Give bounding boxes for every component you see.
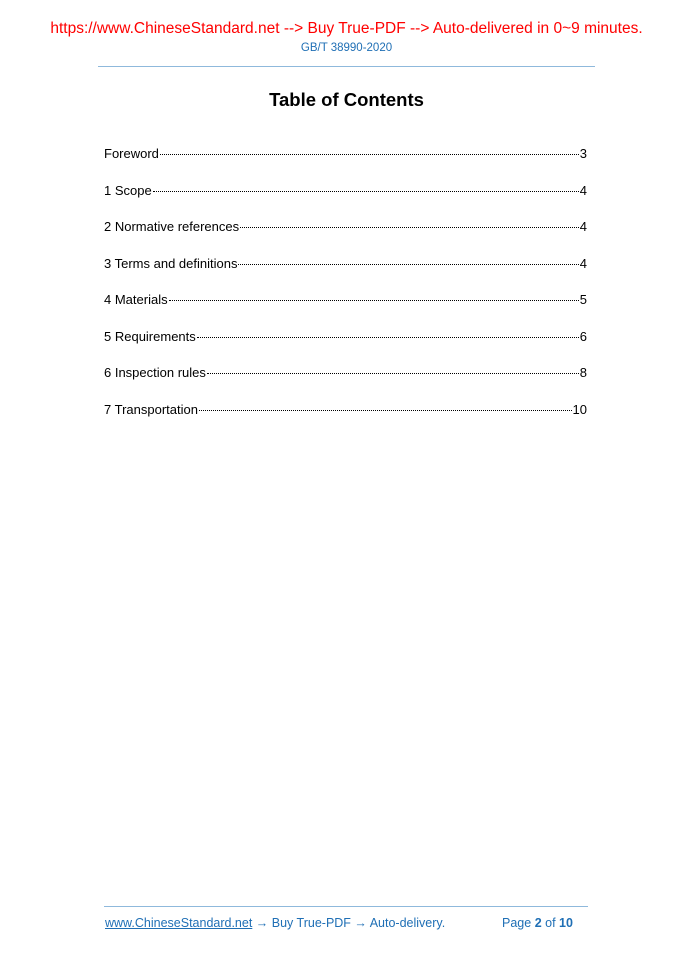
- toc-dot-leader: [207, 373, 579, 374]
- toc-entry-page: 4: [579, 219, 587, 234]
- toc-entry-page: 6: [579, 328, 587, 344]
- footer-promo: [105, 916, 445, 930]
- footer-divider: [104, 906, 588, 907]
- page-of: of: [545, 916, 556, 930]
- footer-promo-text: → Buy True-PDF → Auto-delivery.: [252, 916, 446, 930]
- toc-entry-label: 5 Requirements: [104, 328, 196, 344]
- toc-entry-terms-and-definitions[interactable]: [104, 253, 587, 290]
- toc-dot-leader: [240, 227, 579, 228]
- page-current: 2: [534, 916, 542, 930]
- toc-entry-label: 3 Terms and definitions: [104, 255, 238, 271]
- toc-entry-scope[interactable]: [104, 180, 587, 217]
- header-divider: [98, 66, 595, 67]
- toc-entry-label: 7 Transportation: [104, 401, 198, 417]
- toc-entry-page: 5: [579, 292, 587, 307]
- toc-entry-page: 10: [572, 401, 587, 417]
- toc-entry-label: Foreword: [104, 146, 159, 161]
- toc-entry-page: 4: [579, 255, 587, 271]
- promo-banner: https://www.ChineseStandard.net --> Buy True-PDF --> Auto-delivered in 0~9 minutes.: [50, 20, 643, 37]
- toc-dot-leader: [169, 300, 579, 301]
- standard-code: GB/T 38990-2020: [300, 42, 393, 54]
- page-word: Page: [502, 916, 532, 930]
- page-total: 10: [559, 916, 573, 930]
- page-number: [502, 916, 573, 930]
- toc-entry-foreword[interactable]: [104, 143, 587, 180]
- toc-entry-page: 4: [579, 182, 587, 198]
- toc-entry-label: 1 Scope: [104, 182, 152, 198]
- toc-entry-requirements[interactable]: [104, 326, 587, 363]
- toc-entry-label: 6 Inspection rules: [104, 365, 206, 380]
- toc-entry-page: 3: [579, 146, 587, 161]
- toc-dot-leader: [199, 410, 572, 411]
- toc-entry-normative-references[interactable]: [104, 216, 587, 253]
- toc-entry-label: 2 Normative references: [104, 219, 240, 234]
- toc-dot-leader: [238, 264, 578, 265]
- footer-site-link[interactable]: www.ChineseStandard.net: [105, 916, 253, 930]
- page-title: Table of Contents: [269, 89, 424, 110]
- toc-entry-materials[interactable]: [104, 289, 587, 326]
- toc-entry-page: 8: [579, 365, 587, 380]
- table-of-contents: [104, 143, 587, 435]
- toc-entry-label: 4 Materials: [104, 292, 168, 307]
- toc-dot-leader: [153, 191, 579, 192]
- toc-dot-leader: [197, 337, 579, 338]
- toc-dot-leader: [160, 154, 579, 155]
- toc-entry-inspection-rules[interactable]: [104, 362, 587, 399]
- toc-entry-transportation[interactable]: [104, 399, 587, 436]
